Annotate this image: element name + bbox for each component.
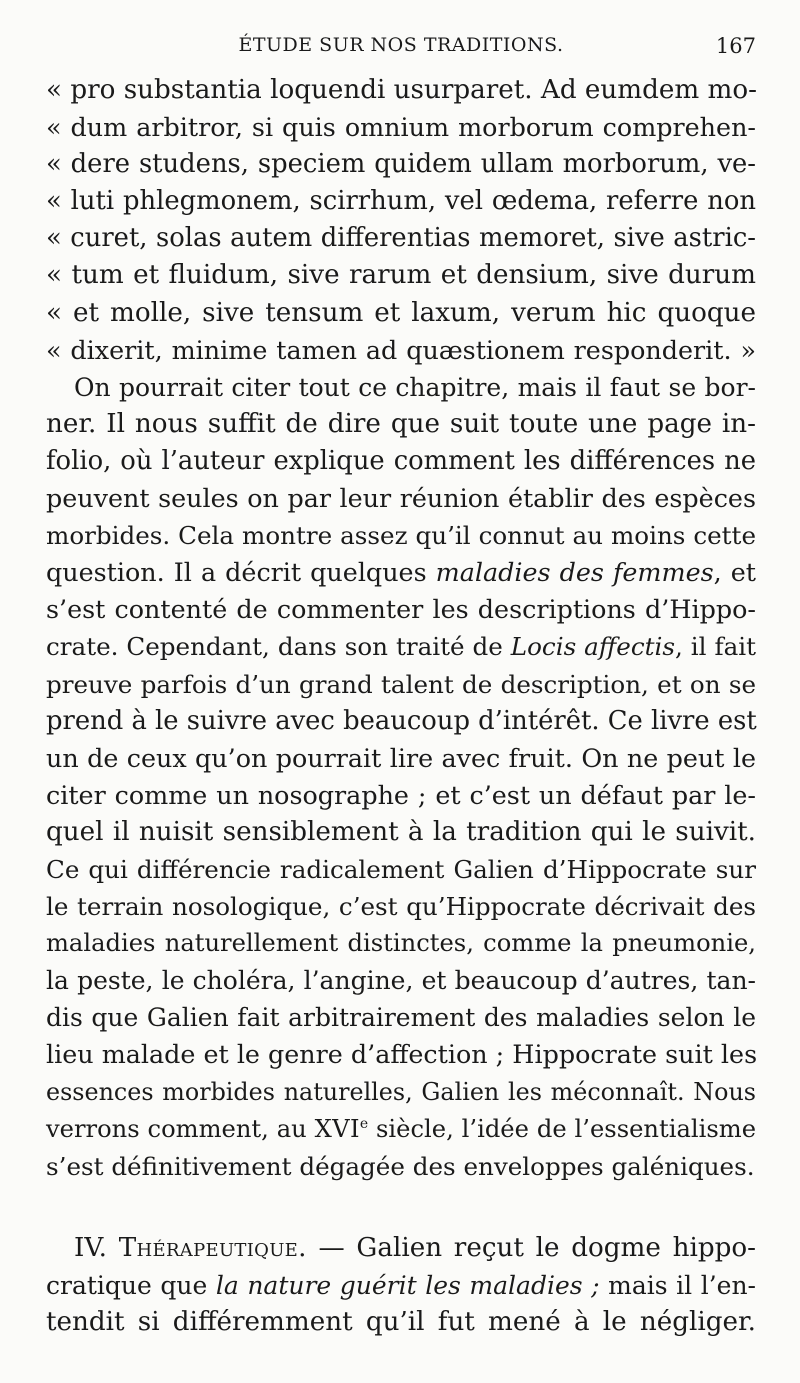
section-first-line	[46, 1230, 756, 1267]
paragraph-line: preuve parfois d’un grand talent de description, et on se	[46, 669, 756, 699]
text-run: , et	[713, 557, 757, 588]
paragraph-line: ner. Il nous suffit de dire que suit toute une page in-	[46, 408, 756, 439]
text-run: siècle, l’idée de l’essentialisme	[368, 1114, 757, 1143]
paragraph-line	[46, 1267, 756, 1304]
paragraph-line: lieu malade et le genre d’affection ; Hippocrate suit les	[46, 1039, 758, 1070]
text-run: question. Il a décrit quelques	[46, 557, 436, 588]
text-run: — Galien reçut le dogme hippo-	[306, 1232, 756, 1263]
section-title: Thérapeutique.	[118, 1232, 307, 1263]
quote-line: « dum arbitror, si quis omnium morborum comprehen-	[46, 112, 756, 143]
page-header	[46, 34, 756, 64]
paragraph-line: s’est définitivement dégagée des enveloppes galéniques.	[46, 1151, 755, 1181]
running-head: ÉTUDE SUR NOS TRADITIONS.	[238, 34, 564, 56]
quote-line: « dixerit, minime tamen ad quæstionem responderit. »	[46, 334, 756, 365]
quote-line: « luti phlegmonem, scirrhum, vel œdema, referre non	[46, 186, 756, 217]
text-run: mais il l’en-	[599, 1270, 757, 1300]
italic-title: Locis affectis	[510, 632, 675, 662]
quote-line: « pro substantia loquendi usurparet. Ad eumdem mo-	[46, 75, 757, 105]
section-gap	[46, 1185, 756, 1230]
paragraph-line: la peste, le choléra, l’angine, et beaucoup d’autres, tan-	[46, 966, 756, 996]
paragraph-line: un de ceux qu’on pourrait lire avec fruit. On ne peut le	[46, 742, 756, 773]
paragraph-line: tendit si différemment qu’il fut mené à le négliger.	[46, 1307, 756, 1337]
italic-phrase: maladies des femmes	[435, 557, 714, 588]
paragraph-line: Ce qui différencie radicalement Galien d’Hippocrate sur	[46, 854, 756, 884]
text-run: cratique que	[46, 1270, 216, 1300]
paragraph-line: On pourrait citer tout ce chapitre, mais il faut se bor-	[74, 372, 756, 402]
century-numeral: XVI	[314, 1114, 360, 1143]
paragraph-line: maladies naturellement distinctes, comme la pneumonie,	[46, 929, 756, 958]
paragraph-line: peuvent seules on par leur réunion établir des espèces	[46, 483, 756, 514]
section-therapeutique	[46, 1230, 756, 1341]
text-run: crate. Cependant, dans son traité de	[46, 632, 511, 662]
paragraph-line: quel il nuisit sensiblement à la tradition qui le suivit.	[46, 816, 756, 847]
paragraph-line: prend à le suivre avec beaucoup d’intérêt. Ce livre est	[46, 705, 757, 736]
paragraph-line: s’est contenté de commenter les descriptions d’Hippo-	[46, 594, 756, 625]
paragraph-line: citer comme un nosographe ; et c’est un défaut par le-	[46, 779, 756, 810]
quote-line: « curet, solas autem differentias memoret, sive astric-	[46, 223, 756, 254]
paragraph-line: dis que Galien fait arbitrairement des maladies selon le	[46, 1003, 756, 1033]
paragraph-line	[46, 1111, 756, 1148]
quote-line: « dere studens, speciem quidem ullam morborum, ve-	[46, 149, 756, 180]
body-text	[46, 72, 756, 1341]
latin-quotation	[46, 72, 756, 369]
superscript-e: e	[359, 1115, 369, 1132]
paragraph-line	[46, 554, 756, 591]
quote-line: « et molle, sive tensum et laxum, verum hic quoque	[46, 297, 756, 328]
main-paragraph	[46, 369, 756, 1185]
paragraph-line	[46, 628, 756, 665]
paragraph-line: le terrain nosologique, c’est qu’Hippocrate décrivait des	[46, 892, 756, 922]
page-number: 167	[715, 34, 756, 58]
italic-phrase: la nature guérit les maladies ;	[215, 1270, 600, 1300]
paragraph-line: morbides. Cela montre assez qu’il connut au moins cette	[46, 521, 756, 551]
text-run: , il fait	[674, 632, 756, 662]
text-run: verrons comment, au	[46, 1114, 315, 1143]
paragraph-line: folio, où l’auteur explique comment les différences ne	[46, 445, 756, 476]
section-number: IV.	[74, 1232, 119, 1263]
paragraph-line: essences morbides naturelles, Galien les méconnaît. Nous	[46, 1077, 756, 1106]
quote-line: « tum et fluidum, sive rarum et densium, sive durum	[46, 260, 756, 291]
